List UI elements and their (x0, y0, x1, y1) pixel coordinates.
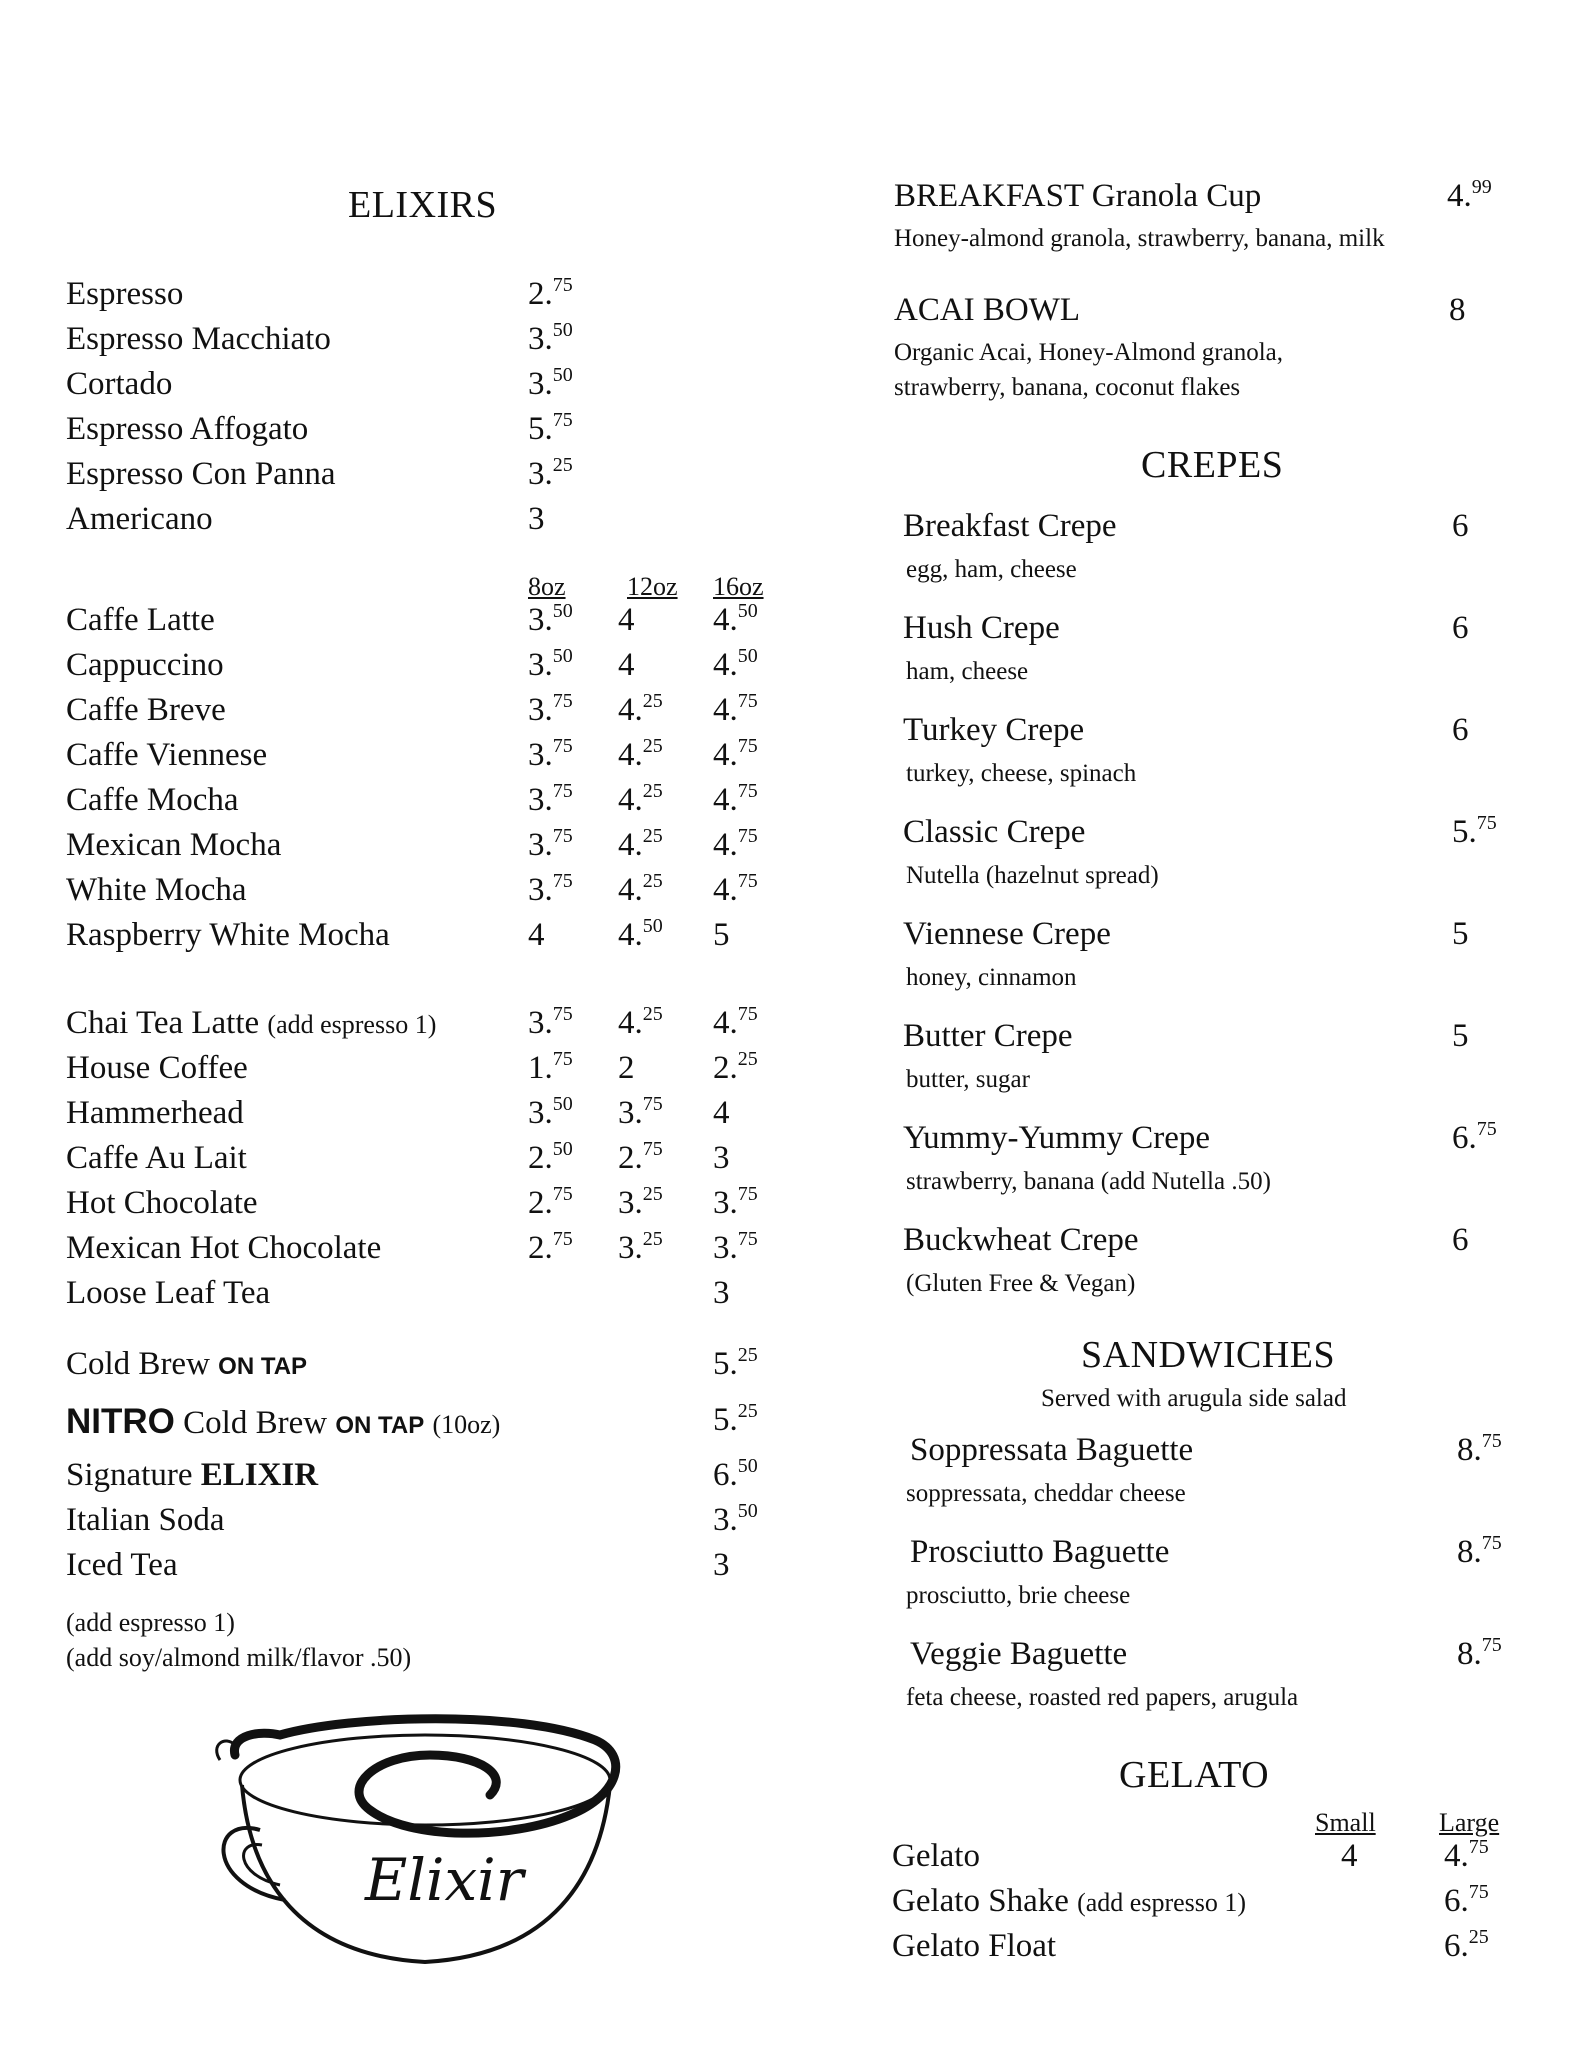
menu-item-price: 3.75 (618, 1093, 663, 1131)
menu-item-name: Espresso Affogato (66, 411, 309, 447)
menu-item-desc: Honey-almond granola, strawberry, banana, milk (894, 225, 1385, 252)
menu-item-name: Cappuccino (66, 647, 224, 683)
menu-item-acai-bowl: ACAI BOWL (894, 292, 1081, 328)
elixirs-heading: ELIXIRS (348, 184, 498, 226)
menu-item-price: 1.75 (528, 1048, 573, 1086)
menu-item-name: Soppressata Baguette (910, 1432, 1194, 1468)
menu-item-price: 3.50 (528, 319, 573, 357)
menu-item-price: 4.25 (618, 690, 663, 728)
menu-item-price: 6 (1452, 508, 1469, 544)
menu-item-name: Italian Soda (66, 1502, 225, 1538)
menu-item-price: 4.75 (713, 1003, 758, 1041)
note-add-milk-flavor: (add soy/almond milk/flavor .50) (66, 1643, 412, 1672)
menu-item-cold-brew: Cold Brew ON TAP (66, 1346, 308, 1382)
menu-item-name: Gelato (892, 1838, 980, 1874)
menu-item-price: 4 (528, 917, 545, 953)
menu-item-name: Viennese Crepe (903, 916, 1111, 952)
menu-item-desc: Nutella (hazelnut spread) (906, 862, 1159, 889)
menu-item-price: 2.25 (713, 1048, 758, 1086)
menu-item-price: 6 (1452, 712, 1469, 748)
menu-item-price: 3 (713, 1547, 730, 1583)
menu-item-price: 6.75 (1452, 1118, 1497, 1156)
menu-item-name: Breakfast Crepe (903, 508, 1117, 544)
menu-item-price: 4.75 (713, 735, 758, 773)
menu-item-price: 6 (1452, 1222, 1469, 1258)
size-header-8oz: 8oz (528, 572, 566, 601)
menu-item-name: Espresso (66, 276, 184, 312)
menu-item-name: Yummy-Yummy Crepe (903, 1120, 1211, 1156)
menu-item-name: Classic Crepe (903, 814, 1086, 850)
menu-item-price: 3.50 (528, 1093, 573, 1131)
menu-item-price: 4.50 (713, 600, 758, 638)
logo-text: Elixir (365, 1846, 524, 1914)
menu-item-desc: (Gluten Free & Vegan) (906, 1270, 1136, 1297)
menu-item-price: 6.50 (713, 1455, 758, 1493)
menu-item-note: (add espresso 1) (267, 1010, 437, 1039)
sandwiches-subheading: Served with arugula side salad (1041, 1385, 1347, 1412)
menu-item-price: 3.75 (528, 780, 573, 818)
menu-item-price: 3 (713, 1275, 730, 1311)
menu-item-desc: feta cheese, roasted red papers, arugula (906, 1684, 1299, 1711)
menu-item-name: Caffe Au Lait (66, 1140, 247, 1176)
menu-item-price: 4 (713, 1095, 730, 1131)
menu-item-name: Turkey Crepe (903, 712, 1085, 748)
sandwiches-heading: SANDWICHES (1081, 1334, 1336, 1376)
menu-item-price: 4.75 (713, 870, 758, 908)
menu-item-name: Chai Tea Latte (add espresso 1) (66, 1005, 437, 1041)
menu-item-price: 4.99 (1447, 176, 1492, 214)
menu-item-desc: prosciutto, brie cheese (906, 1582, 1131, 1609)
menu-item-price: 3.25 (618, 1183, 663, 1221)
menu-item-price: 3.25 (528, 454, 573, 492)
menu-item-granola-cup: BREAKFAST Granola Cup (894, 178, 1262, 214)
menu-item-price: 2.75 (528, 1228, 573, 1266)
menu-item-price: 4.75 (713, 690, 758, 728)
menu-item-price: 8 (1449, 292, 1466, 328)
menu-item-price: 5.25 (713, 1344, 758, 1382)
menu-item-signature-elixir: Signature ELIXIR (66, 1457, 319, 1493)
menu-item-desc: Organic Acai, Honey-Almond granola, (894, 339, 1284, 366)
menu-item-price: 5 (1452, 1018, 1469, 1054)
menu-item-name: Espresso Con Panna (66, 456, 336, 492)
menu-item-price: 5.75 (528, 409, 573, 447)
menu-item-price: 5.75 (1452, 812, 1497, 850)
crepes-heading: CREPES (1141, 444, 1284, 486)
menu-item-price: 4 (618, 647, 635, 683)
menu-item-price: 2 (618, 1050, 635, 1086)
menu-item-price: 4.25 (618, 1003, 663, 1041)
menu-item-price: 3.50 (713, 1500, 758, 1538)
menu-item-price: 2.75 (618, 1138, 663, 1176)
on-tap-tag: ON TAP (335, 1412, 425, 1439)
elixir-cup-logo (190, 1700, 660, 1985)
menu-item-price: 4 (618, 602, 635, 638)
menu-item-price: 8.75 (1457, 1532, 1502, 1570)
size-header-large: Large (1439, 1808, 1500, 1837)
menu-item-price: 3.75 (528, 1003, 573, 1041)
menu-item-price-large: 4.75 (1444, 1836, 1489, 1874)
menu-item-desc: honey, cinnamon (906, 964, 1077, 991)
menu-item-price: 3.50 (528, 645, 573, 683)
menu-item-price: 4.25 (618, 735, 663, 773)
menu-item-price: 4.25 (618, 870, 663, 908)
menu-item-name: Espresso Macchiato (66, 321, 331, 357)
menu-item-name: Iced Tea (66, 1547, 178, 1583)
menu-item-name: Mexican Mocha (66, 827, 282, 863)
coffee-cup-icon (190, 1700, 660, 1985)
menu-item-price: 2.75 (528, 1183, 573, 1221)
menu-item-price: 3.50 (528, 600, 573, 638)
menu-item-price: 3.75 (528, 870, 573, 908)
menu-item-name: White Mocha (66, 872, 247, 908)
menu-item-name: Veggie Baguette (910, 1636, 1128, 1672)
menu-item-name: Caffe Mocha (66, 782, 239, 818)
menu-item-nitro-cold-brew: NITRO Cold Brew ON TAP (10oz) (66, 1402, 501, 1441)
menu-item-price: 4.75 (713, 780, 758, 818)
menu-item-name: Hot Chocolate (66, 1185, 258, 1221)
menu-item-desc: butter, sugar (906, 1066, 1030, 1093)
menu-item-desc: egg, ham, cheese (906, 556, 1077, 583)
menu-item-price: 3.75 (528, 690, 573, 728)
menu-item-name: Butter Crepe (903, 1018, 1073, 1054)
menu-item-note: (add espresso 1) (1077, 1888, 1247, 1917)
menu-item-name: Gelato Shake (add espresso 1) (892, 1883, 1247, 1919)
menu-item-price: 3.25 (618, 1228, 663, 1266)
menu-item-name: Raspberry White Mocha (66, 917, 390, 953)
size-header-small: Small (1315, 1808, 1376, 1837)
menu-item-price-large: 6.75 (1444, 1881, 1489, 1919)
menu-item-name: Gelato Float (892, 1928, 1057, 1964)
menu-item-name: Prosciutto Baguette (910, 1534, 1170, 1570)
menu-item-name: Mexican Hot Chocolate (66, 1230, 382, 1266)
menu-item-price-small: 4 (1341, 1838, 1358, 1874)
menu-item-price: 5.25 (713, 1400, 758, 1438)
menu-item-name: Caffe Breve (66, 692, 226, 728)
menu-item-desc: ham, cheese (906, 658, 1029, 685)
menu-item-price: 5 (1452, 916, 1469, 952)
menu-item-name: House Coffee (66, 1050, 248, 1086)
menu-item-price: 3.75 (713, 1228, 758, 1266)
nitro-label: NITRO (66, 1402, 175, 1441)
menu-item-price: 5 (713, 917, 730, 953)
menu-item-price: 8.75 (1457, 1634, 1502, 1672)
menu-item-price: 4.75 (713, 825, 758, 863)
menu-item-price: 3.75 (528, 825, 573, 863)
menu-item-price: 3.75 (713, 1183, 758, 1221)
on-tap-tag: ON TAP (218, 1353, 308, 1380)
menu-item-price: 3 (528, 501, 545, 537)
menu-item-name: Caffe Latte (66, 602, 215, 638)
menu-item-name: Hammerhead (66, 1095, 244, 1131)
menu-item-desc: strawberry, banana, coconut flakes (894, 374, 1241, 401)
menu-item-price: 3.50 (528, 364, 573, 402)
menu-item-price: 2.75 (528, 274, 573, 312)
menu-item-price: 8.75 (1457, 1430, 1502, 1468)
size-header-12oz: 12oz (627, 572, 678, 601)
menu-item-price: 4.25 (618, 825, 663, 863)
menu-item-name: Buckwheat Crepe (903, 1222, 1139, 1258)
menu-item-name: Cortado (66, 366, 173, 402)
menu-item-desc: strawberry, banana (add Nutella .50) (906, 1168, 1271, 1195)
size-header-16oz: 16oz (713, 572, 764, 601)
menu-item-desc: soppressata, cheddar cheese (906, 1480, 1186, 1507)
menu-item-price: 4.25 (618, 780, 663, 818)
menu-item-name: Americano (66, 501, 213, 537)
menu-item-price: 3.75 (528, 735, 573, 773)
menu-item-name: Loose Leaf Tea (66, 1275, 271, 1311)
menu-item-price: 2.50 (528, 1138, 573, 1176)
menu-item-price: 4.50 (618, 915, 663, 953)
gelato-heading: GELATO (1119, 1754, 1270, 1796)
menu-item-price-large: 6.25 (1444, 1926, 1489, 1964)
menu-item-price: 4.50 (713, 645, 758, 683)
menu-item-price: 6 (1452, 610, 1469, 646)
menu-item-name: Hush Crepe (903, 610, 1060, 646)
menu-item-name: Caffe Viennese (66, 737, 268, 773)
note-add-espresso: (add espresso 1) (66, 1608, 235, 1637)
menu-item-price: 3 (713, 1140, 730, 1176)
menu-item-desc: turkey, cheese, spinach (906, 760, 1137, 787)
